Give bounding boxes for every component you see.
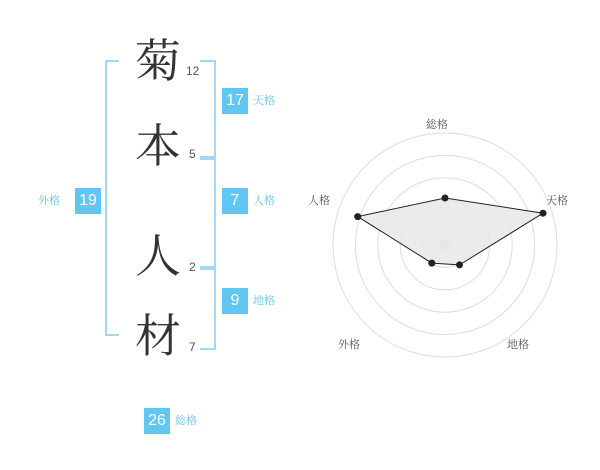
- stroke-count-2: 5: [189, 147, 196, 161]
- badge-jinkaku-label: 人格: [253, 195, 275, 207]
- tenkaku-bracket: [200, 60, 216, 160]
- badge-soukaku-label: 総格: [175, 415, 197, 427]
- badge-tenkaku-value: 17: [222, 88, 248, 114]
- badge-chikaku-label: 地格: [253, 295, 275, 307]
- badge-tenkaku-label: 天格: [253, 95, 275, 107]
- radar-chart: [300, 100, 590, 390]
- name-character-3: 人: [135, 229, 181, 283]
- chikaku-bracket: [200, 266, 216, 350]
- radar-axis-label-left: 人格: [308, 195, 330, 207]
- badge-gaikaku-label: 外格: [38, 195, 60, 207]
- stroke-count-3: 2: [189, 260, 196, 274]
- stroke-count-4: 7: [189, 340, 196, 354]
- badge-soukaku-value: 26: [144, 408, 170, 434]
- name-character-4: 材: [135, 309, 181, 363]
- badge-chikaku-value: 9: [222, 288, 248, 314]
- radar-axis-label-bottom-right: 地格: [507, 339, 529, 351]
- badge-gaikaku-value: 19: [75, 188, 101, 214]
- name-character-2: 本: [135, 119, 181, 173]
- badge-jinkaku-value: 7: [222, 188, 248, 214]
- stroke-count-1: 12: [186, 64, 200, 78]
- jinkaku-bracket: [200, 156, 216, 270]
- radar-axis-label-right: 天格: [546, 195, 568, 207]
- name-character-1: 菊: [135, 34, 181, 88]
- radar-axis-label-bottom-left: 外格: [338, 339, 360, 351]
- outer-bracket: [105, 60, 119, 336]
- radar-axis-label-top: 総格: [426, 119, 448, 131]
